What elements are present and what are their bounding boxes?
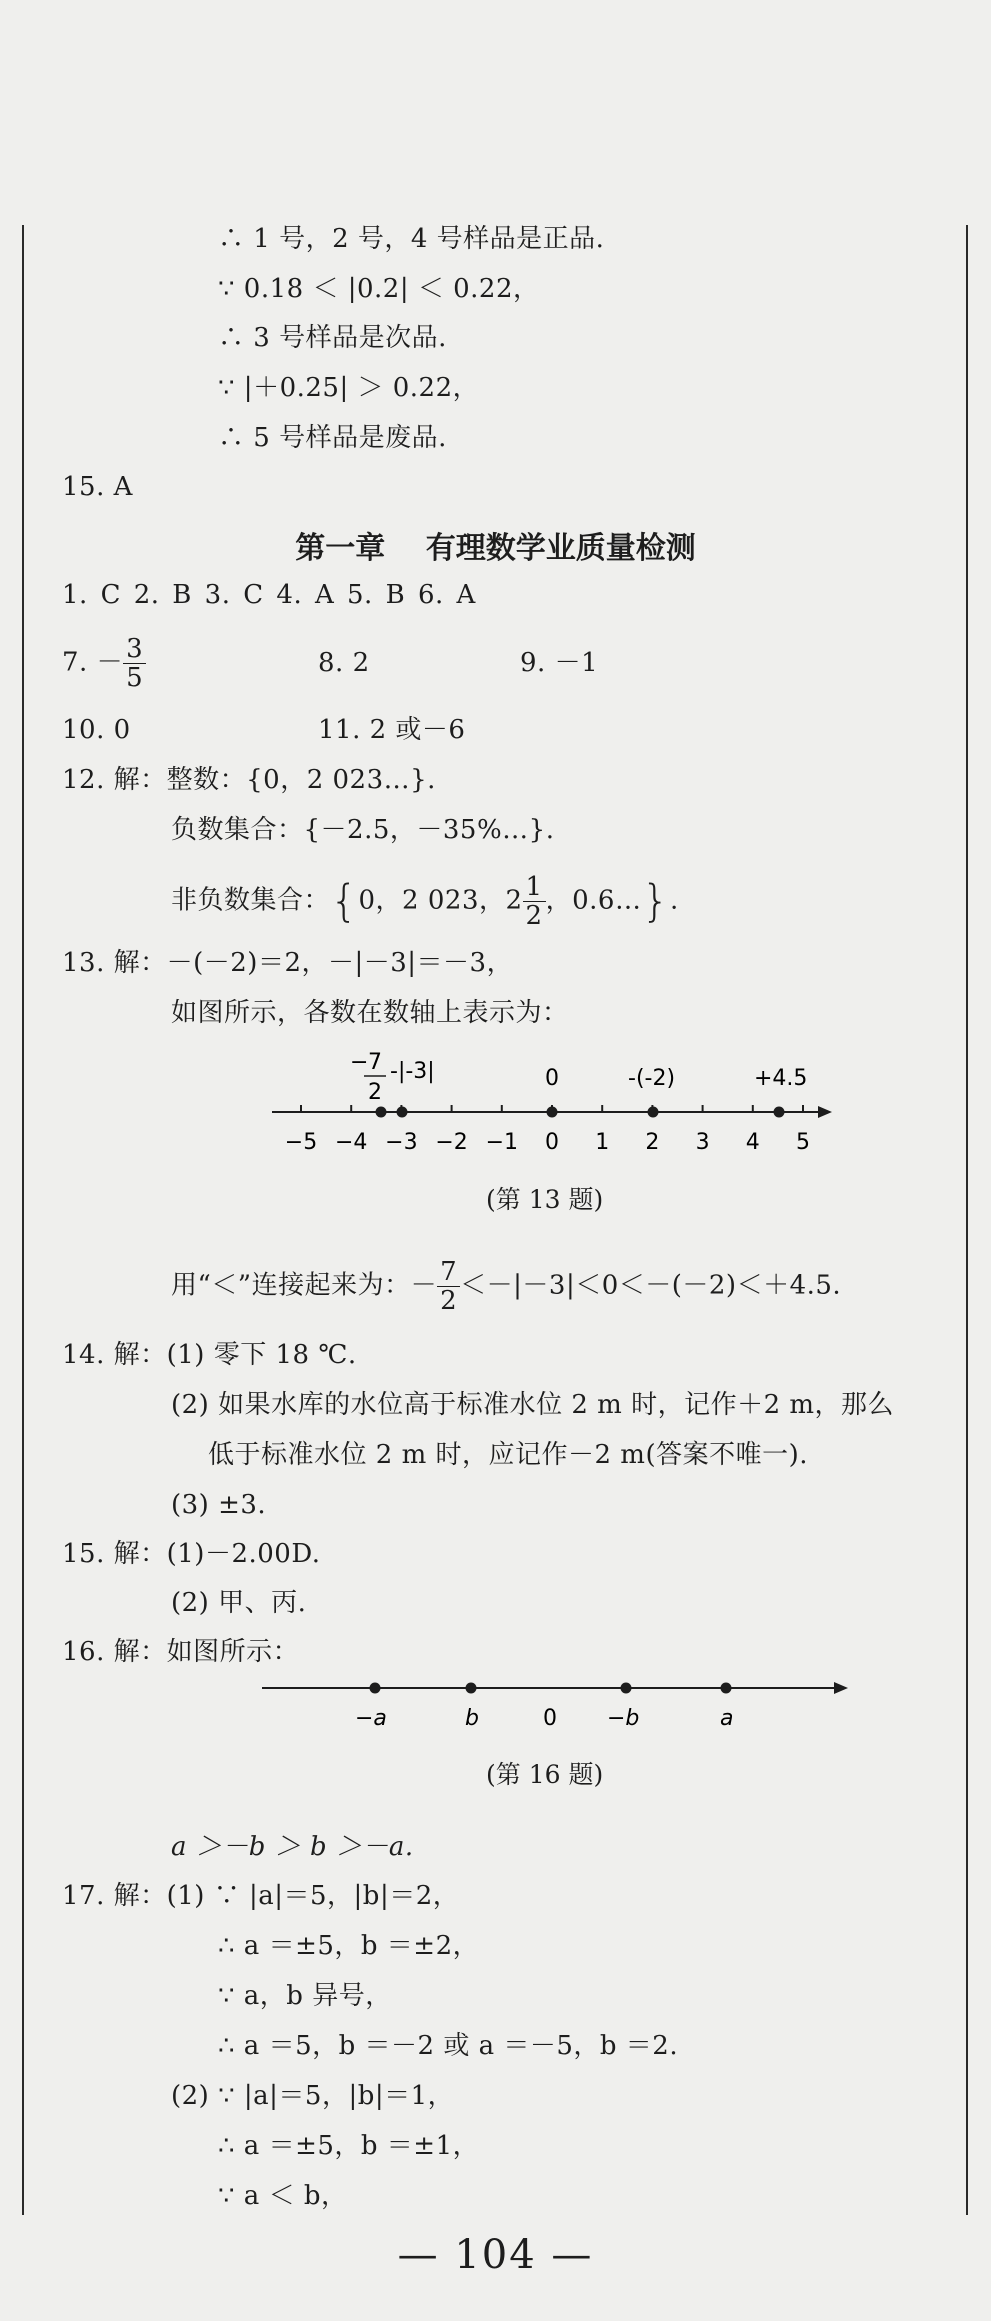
answer-15-prev: 15. A bbox=[62, 472, 133, 502]
point-neg-3-5 bbox=[376, 1107, 387, 1118]
cont-line-2: ∵ 0.18 ＜ |0.2| ＜ 0.22， bbox=[218, 274, 540, 304]
label-two: 2 bbox=[368, 1080, 382, 1105]
label-abs-3: -|-3| bbox=[390, 1059, 435, 1084]
label-neg-a: −a bbox=[355, 1706, 387, 1731]
fraction-3-5: $\frac{3}{5}$ bbox=[123, 635, 146, 692]
axis-tick-label: −4 bbox=[334, 1130, 368, 1155]
nonneg-period: . bbox=[669, 885, 679, 916]
answer-14-line-4: (3) ±3. bbox=[171, 1490, 267, 1520]
point-neg-b bbox=[621, 1683, 632, 1694]
nonneg-items-a: 0，2 023，2 bbox=[358, 885, 523, 916]
axis-tick-label: −3 bbox=[385, 1130, 418, 1155]
order-suffix: ＜－|－3|＜0＜－(－2)＜＋4.5. bbox=[460, 1270, 842, 1301]
point-zero bbox=[547, 1107, 558, 1118]
label-neg-sign: − bbox=[350, 1050, 369, 1075]
page-number: — 104 — bbox=[397, 2232, 594, 2278]
label-zero: 0 bbox=[545, 1066, 559, 1091]
answer-17-line-3: ∵ a，b 异号， bbox=[218, 1981, 392, 2011]
caption-13: (第 13 题) bbox=[486, 1185, 604, 1214]
fraction-7-2: $\frac{7}{2}$ bbox=[437, 1258, 460, 1315]
cont-line-1: ∴ 1 号，2 号，4 号样品是正品. bbox=[218, 224, 605, 254]
answers-1-6: 1. C 2. B 3. C 4. A 5. B 6. A bbox=[62, 580, 476, 610]
label-neg-b: −b bbox=[607, 1706, 640, 1731]
answer-16-line-1: 16. 解：如图所示： bbox=[62, 1637, 300, 1667]
nonneg-items-b: ，0.6… bbox=[545, 885, 642, 916]
point-neg-abs-3 bbox=[397, 1107, 408, 1118]
answer-10: 10. 0 bbox=[62, 715, 131, 745]
label-neg-neg-2: -(-2) bbox=[628, 1066, 676, 1091]
axis-tick-label: 3 bbox=[695, 1130, 710, 1155]
answer-17-line-5: (2) ∵ |a|＝5，|b|＝1， bbox=[171, 2081, 455, 2111]
point-neg-a bbox=[370, 1683, 381, 1694]
answer-12-line-2: 负数集合：{－2.5，－35%…}. bbox=[171, 815, 555, 845]
answer-17-line-2: ∴ a ＝±5，b ＝±2， bbox=[218, 1931, 480, 1961]
cont-line-4: ∵ |＋0.25| ＞ 0.22， bbox=[218, 373, 480, 403]
answer-17-line-4: ∴ a ＝5，b ＝－2 或 a ＝－5，b ＝2. bbox=[218, 2031, 679, 2061]
answer-13-order bbox=[171, 1258, 841, 1315]
axis-tick-label: 2 bbox=[645, 1130, 660, 1155]
axis-tick-label: −2 bbox=[435, 1130, 468, 1155]
label-a: a bbox=[720, 1706, 734, 1731]
axis-tick-label: −5 bbox=[284, 1130, 318, 1155]
answer-15-line-2: (2) 甲、丙. bbox=[171, 1588, 307, 1618]
axis-tick-label: 5 bbox=[796, 1130, 810, 1155]
answer-15-line-1: 15. 解：(1)－2.00D. bbox=[62, 1539, 321, 1569]
answer-7-label: 7. － bbox=[62, 647, 124, 678]
label-origin: 0 bbox=[543, 1706, 557, 1731]
answer-13-line-2: 如图所示，各数在数轴上表示为： bbox=[171, 998, 569, 1028]
answer-9: 9. －1 bbox=[520, 648, 599, 678]
cont-line-3: ∴ 3 号样品是次品. bbox=[218, 323, 447, 353]
axis-tick-label: −1 bbox=[485, 1130, 519, 1155]
answer-14-line-1: 14. 解：(1) 零下 18 ℃. bbox=[62, 1340, 357, 1370]
answer-12-line-3 bbox=[171, 873, 679, 930]
answer-17-line-6: ∴ a ＝±5，b ＝±1， bbox=[218, 2131, 480, 2161]
answer-14-line-3: 低于标准水位 2 m 时，应记作－2 m(答案不唯一). bbox=[208, 1440, 809, 1470]
section-title: 第一章 有理数学业质量检测 bbox=[295, 531, 696, 566]
answer-13-line-1: 13. 解：－(－2)＝2，－|－3|＝－3， bbox=[62, 948, 514, 978]
label-b: b bbox=[465, 1706, 479, 1731]
answer-17-line-7: ∵ a ＜ b， bbox=[218, 2181, 348, 2211]
order-prefix: 用“＜”连接起来为：－ bbox=[171, 1270, 438, 1301]
fraction-1-2: $\frac{1}{2}$ bbox=[523, 873, 546, 930]
cont-line-5: ∴ 5 号样品是废品. bbox=[218, 423, 447, 453]
answer-16-result: a ＞－b ＞ b ＞－a. bbox=[171, 1832, 414, 1862]
point-b bbox=[466, 1683, 477, 1694]
answer-14-line-2: (2) 如果水库的水位高于标准水位 2 m 时，记作＋2 m，那么 bbox=[171, 1390, 895, 1420]
number-line-13 bbox=[0, 1045, 991, 1165]
point-a bbox=[721, 1683, 732, 1694]
number-line-16 bbox=[0, 1660, 991, 1740]
answer-8: 8. 2 bbox=[318, 648, 370, 678]
point-neg-neg-2 bbox=[648, 1107, 659, 1118]
answer-7 bbox=[62, 635, 146, 692]
caption-16: (第 16 题) bbox=[486, 1760, 604, 1789]
point-4-5 bbox=[774, 1107, 785, 1118]
answer-12-line-1: 12. 解：整数：{0，2 023…}. bbox=[62, 765, 436, 795]
answer-11: 11. 2 或－6 bbox=[318, 715, 466, 745]
axis-tick-label: 4 bbox=[745, 1130, 760, 1155]
nonneg-label: 非负数集合： bbox=[171, 885, 331, 916]
axis-tick-label: 0 bbox=[545, 1130, 559, 1155]
label-seven: 7 bbox=[368, 1050, 382, 1075]
axis-tick-label: 1 bbox=[595, 1130, 610, 1155]
label-4-5: +4.5 bbox=[754, 1066, 808, 1091]
right-brace: } bbox=[641, 875, 670, 927]
left-brace: { bbox=[330, 875, 359, 927]
answer-17-line-1: 17. 解：(1) ∵ |a|＝5，|b|＝2， bbox=[62, 1881, 460, 1911]
